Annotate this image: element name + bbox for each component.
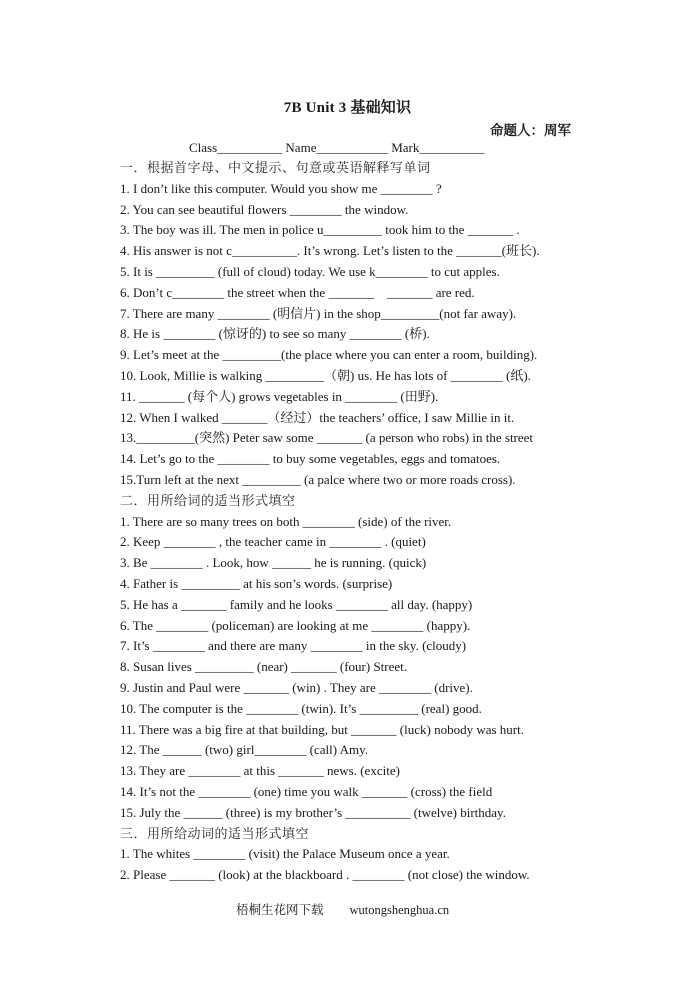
exercise-item: 10. Look, Millie is walking _________（朝) us. He has lots of ________ (纸). (120, 367, 531, 383)
exercise-item: 10. The computer is the ________ (twin). It’s _________ (real) good. (120, 700, 482, 716)
exercise-item: 2. Please _______ (look) at the blackboard . ________ (not close) the window. (120, 867, 530, 883)
exercise-item: 4. Father is _________ at his son’s words. (surprise) (120, 575, 393, 591)
exercise-item: 15. July the ______ (three) is my brother’s __________ (twelve) birthday. (120, 804, 506, 820)
exercise-item: 3. Be ________ . Look, how ______ he is running. (quick) (120, 555, 427, 571)
exercise-item: 7. It’s ________ and there are many ________ in the sky. (cloudy) (120, 638, 467, 654)
exercise-item: 6. Don’t c________ the street when the _______ _______ are red. (120, 284, 475, 300)
exercise-item: 9. Justin and Paul were _______ (win) . They are ________ (drive). (120, 679, 473, 695)
exercise-list (120, 158, 580, 886)
student-info-line: Class__________ Name___________ Mark__________ (189, 140, 485, 155)
exercise-item: 5. It is _________ (full of cloud) today. We use k________ to cut apples. (120, 263, 500, 279)
exercise-item: 8. He is ________ (惊讶的) to see so many ________ (桥). (120, 326, 430, 342)
footer-site-url: wutongshenghua.cn (349, 903, 450, 917)
exercise-item: 6. The ________ (policeman) are looking at me ________ (happy). (120, 617, 471, 633)
exercise-item: 14. It’s not the ________ (one) time you walk _______ (cross) the field (120, 783, 493, 799)
section-heading-1: 一．根据首字母、中文提示、句意或英语解释写单词 (120, 160, 431, 175)
exercise-item: 3. The boy was ill. The men in police u_________ took him to the _______ . (120, 222, 520, 238)
section-heading-3: 三．用所给动词的适当形式填空 (120, 825, 310, 841)
exercise-item: 12. The ______ (two) girl________ (call) Amy. (120, 742, 369, 758)
exercise-item: 4. His answer is not c__________. It’s wrong. Let’s listen to the _______(班长). (120, 243, 540, 259)
document-title: 7B Unit 3 基础知识 (283, 100, 412, 116)
exercise-item: 15.Turn left at the next _________ (a palce where two or more roads cross). (120, 471, 516, 487)
exercise-item: 1. I don’t like this computer. Would you show me ________ ? (120, 180, 442, 196)
exercise-item: 9. Let’s meet at the _________(the place where you can enter a room, building). (120, 347, 538, 363)
section-heading-2: 二．用所给词的适当形式填空 (120, 492, 296, 508)
exercise-item: 7. There are many ________ (明信片) in the shop_________(not far away). (120, 305, 517, 321)
exercise-item: 14. Let’s go to the ________ to buy some vegetables, eggs and tomatoes. (120, 451, 501, 467)
exercise-item: 1. The whites ________ (visit) the Palace Museum once a year. (120, 846, 450, 862)
footer-site-name: 梧桐生花网下载 (236, 903, 324, 917)
exercise-item: 11. There was a big fire at that building, but _______ (luck) nobody was hurt. (120, 721, 525, 737)
exercise-item: 2. You can see beautiful flowers ________ the window. (120, 201, 409, 217)
exercise-item: 13. They are ________ at this _______ news. (excite) (120, 763, 400, 779)
exercise-item: 11. _______ (每个人) grows vegetables in ________ (田野). (120, 388, 439, 404)
exercise-item: 8. Susan lives _________ (near) _______ (four) Street. (120, 659, 408, 675)
page-footer (236, 900, 449, 918)
exercise-item: 13._________(突然) Peter saw some _______ (a person who robs) in the street (120, 430, 534, 446)
exercise-item: 5. He has a _______ family and he looks ________ all day. (happy) (120, 596, 473, 612)
exercise-item: 1. There are so many trees on both ________ (side) of the river. (120, 513, 452, 529)
exercise-item: 12. When I walked _______（经过）the teachers’ office, I saw Millie in it. (120, 409, 515, 425)
exercise-item: 2. Keep ________ , the teacher came in ________ . (quiet) (120, 534, 426, 550)
author-line: 命题人：周军 (490, 123, 571, 138)
